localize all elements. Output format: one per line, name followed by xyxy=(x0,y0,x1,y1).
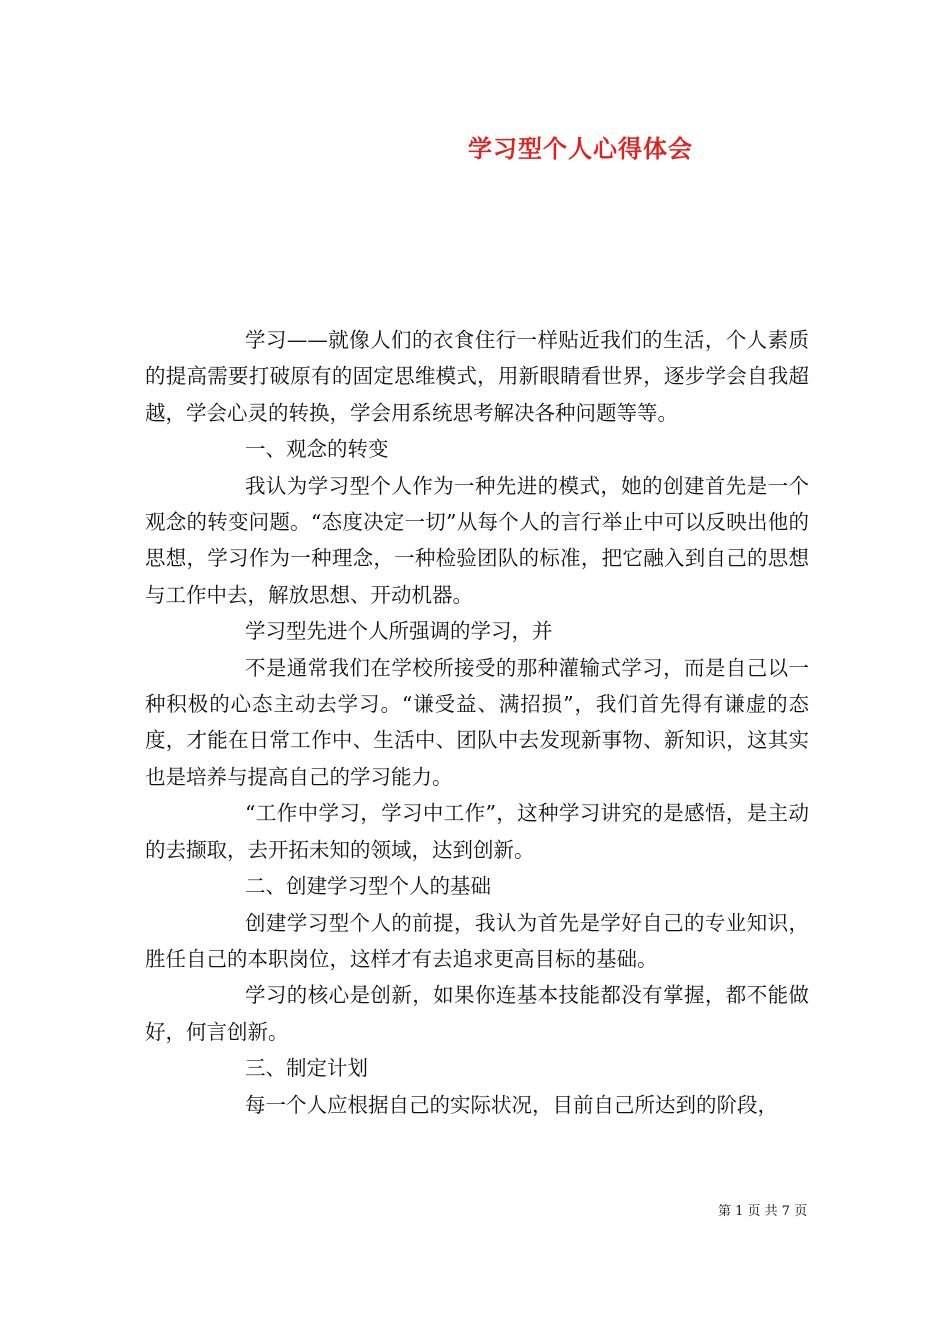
paragraph-work-learning: “工作中学习，学习中工作”，这种学习讲究的是感悟，是主动的去撷取，去开拓未知的领域，达到创新。 xyxy=(145,801,809,862)
paragraph-emphasis-start: 学习型先进个人所强调的学习，并 xyxy=(245,619,553,644)
section-heading-1: 一、观念的转变 xyxy=(245,437,389,462)
paragraph-intro: 学习——就像人们的衣食住行一样贴近我们的生活，个人素质的提高需要打破原有的固定思维模式，用新眼睛看世界，逐步学会自我超越，学会心灵的转换，学会用系统思考解决各种问题等等。 xyxy=(145,328,809,425)
document-body xyxy=(145,322,809,1123)
paragraph-innovation: 学习的核心是创新，如果你连基本技能都没有掌握，都不能做好，何言创新。 xyxy=(145,983,809,1044)
paragraph-active-learning: 不是通常我们在学校所接受的那种灌输式学习，而是自己以一种积极的心态主动去学习。“谦受益、满招损”，我们首先得有谦虚的态度，才能在日常工作中、生活中、团队中去发现新事物、新知识，这其实也是培养与提高自己的学习能力。 xyxy=(145,655,809,789)
section-heading-3: 三、制定计划 xyxy=(245,1056,368,1081)
page-number: 第 1 页 共 7 页 xyxy=(718,1204,808,1219)
paragraph-foundation: 创建学习型个人的前提，我认为首先是学好自己的专业知识，胜任自己的本职岗位，这样才有去追求更高目标的基础。 xyxy=(145,910,809,971)
document-title: 学习型个人心得体会 xyxy=(468,134,693,163)
section-heading-2: 二、创建学习型个人的基础 xyxy=(245,874,491,899)
paragraph-plan: 每一个人应根据自己的实际状况，目前自己所达到的阶段， xyxy=(245,1092,778,1117)
paragraph-concept-change: 我认为学习型个人作为一种先进的模式，她的创建首先是一个观念的转变问题。“态度决定一切”从每个人的言行举止中可以反映出他的思想，学习作为一种理念，一种检验团队的标准，把它融入到自己的思想与工作中去，解放思想、开动机器。 xyxy=(145,473,809,607)
